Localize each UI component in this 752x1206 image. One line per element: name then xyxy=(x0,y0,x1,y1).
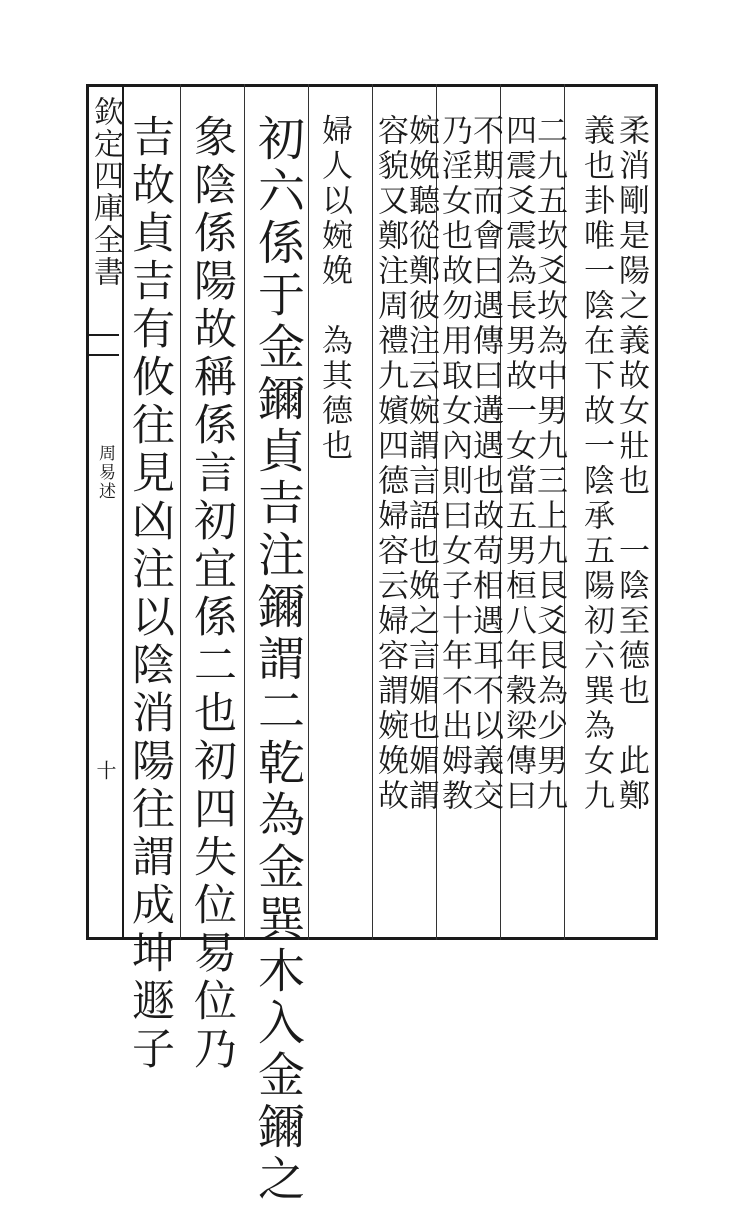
column-rule xyxy=(308,84,309,940)
book-name: 周易述 xyxy=(95,444,115,501)
text-column-6: 乃淫女也故勿用取女內則曰女子十年不出姆教 xyxy=(436,114,472,814)
text-column-2: 義也卦唯一陰在下故一陰承五陽初六巽為女九 xyxy=(578,114,614,814)
page-number: 十 xyxy=(93,760,117,780)
text-column-1: 柔消剛是陽之義故女壯也 一陰至德也 此鄭 xyxy=(613,114,649,814)
text-column-12: 吉故貞吉有攸往見凶注以陰消陽往謂成坤遯子 xyxy=(125,114,175,1074)
text-column-3: 二九五坎爻坎為中男九三上九艮爻艮為少男九 xyxy=(531,114,567,814)
fish-tail-mark xyxy=(89,334,119,356)
text-column-5: 不期而會曰遇傳曰遘遇也故苟相遇耳不以義交 xyxy=(467,114,503,814)
text-column-7: 婉娩聽從鄭彼注云婉謂言語也娩之言媚也媚謂 xyxy=(403,114,439,814)
text-column-10: 初六係于金鑈貞吉注鑈謂二乾為金巽木入金鑈之 xyxy=(250,114,305,1206)
column-rule xyxy=(180,84,181,940)
collection-title: 欽定四庫全書 xyxy=(88,96,123,288)
text-column-9: 婦人以婉娩 為其德也 xyxy=(316,114,352,464)
column-rule xyxy=(244,84,245,940)
text-column-4: 四震爻震為長男故一女當五男桓八年穀梁傳曰 xyxy=(500,114,536,814)
text-column-11: 象陰係陽故稱係言初宜係二也初四失位易位乃 xyxy=(187,114,237,1074)
text-column-8: 容貌又鄭注周禮九嬪四德婦容云婦容謂婉娩故 xyxy=(372,114,408,814)
